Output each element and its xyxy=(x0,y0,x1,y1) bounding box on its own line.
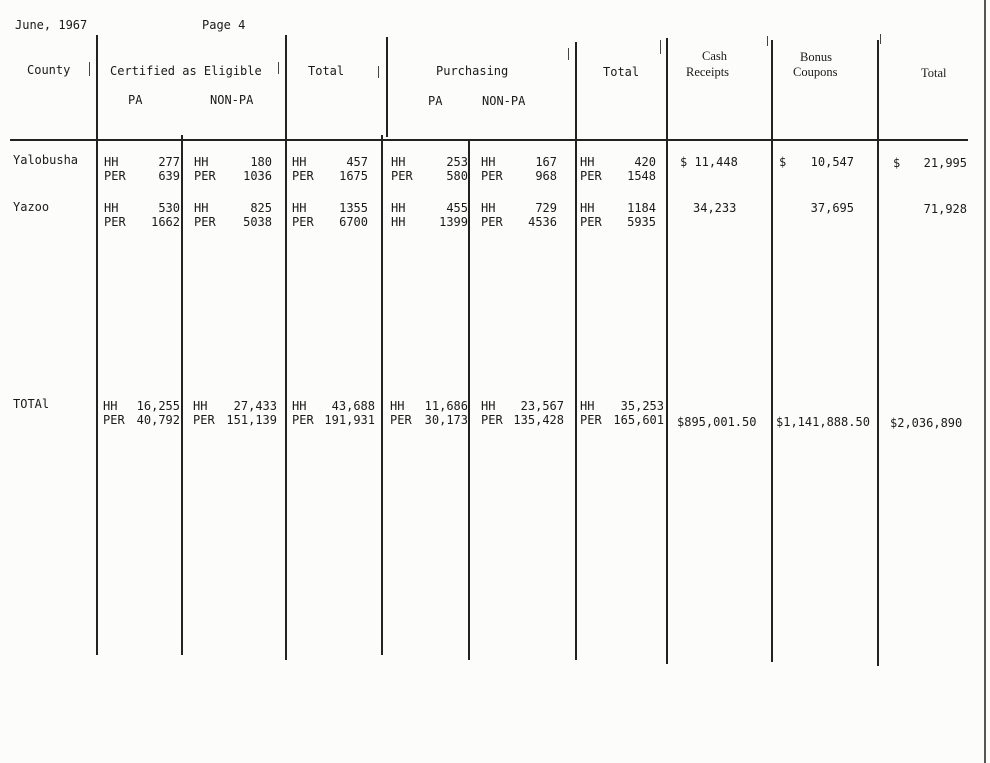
cell-value: 167 xyxy=(535,155,557,169)
cell-value: 968 xyxy=(535,169,557,183)
cash-receipts-value: $ 11,448 xyxy=(680,155,738,169)
column-divider xyxy=(386,37,388,137)
cell-value: 135,428 xyxy=(513,413,564,427)
column-divider xyxy=(666,38,668,664)
report-date: June, 1967 xyxy=(15,18,88,32)
column-divider xyxy=(381,135,383,655)
cell-label: PER xyxy=(103,413,125,427)
header-bonus-line2: Coupons xyxy=(793,65,838,79)
cell-label: HH xyxy=(103,399,118,413)
currency-sign: $ xyxy=(779,155,787,169)
cell-value: 23,567 xyxy=(520,399,564,413)
header-county: County xyxy=(27,63,71,77)
header-tick xyxy=(880,34,881,44)
county-name: Yazoo xyxy=(13,200,50,214)
cell-value: 5038 xyxy=(243,215,272,229)
cell-value: 457 xyxy=(346,155,368,169)
cell-label: PER xyxy=(580,169,602,183)
cell-label: PER xyxy=(292,215,314,229)
header-tick xyxy=(278,62,279,74)
cell-value: 455 xyxy=(446,201,468,215)
cell-label: PER xyxy=(580,215,602,229)
cell-value: 1399 xyxy=(439,215,468,229)
column-divider xyxy=(96,35,98,655)
column-divider xyxy=(877,40,879,666)
cash-receipts-value: 34,233 xyxy=(693,201,737,215)
cell-value: 30,173 xyxy=(424,413,468,427)
cell-value: 420 xyxy=(634,155,656,169)
header-purch-nonpa: NON-PA xyxy=(482,94,526,108)
cell-value: 1662 xyxy=(151,215,180,229)
total-row-label: TOTAl xyxy=(13,397,50,411)
cell-value: 40,792 xyxy=(136,413,180,427)
cell-label: PER xyxy=(580,413,602,427)
header-purchasing: Purchasing xyxy=(436,64,509,78)
bonus-coupons-value: 37,695 xyxy=(810,201,854,215)
total-value: 71,928 xyxy=(923,202,967,216)
bonus-coupons-total: $1,141,888.50 xyxy=(776,415,870,429)
cash-receipts-total: $895,001.50 xyxy=(677,415,757,429)
cell-label: PER xyxy=(481,215,503,229)
column-divider xyxy=(468,140,470,660)
column-divider xyxy=(575,42,577,660)
cell-label: PER xyxy=(194,215,216,229)
cell-value: 4536 xyxy=(528,215,557,229)
grand-total: $2,036,890 xyxy=(890,416,963,430)
cell-value: 6700 xyxy=(339,215,368,229)
county-name: Yalobusha xyxy=(13,153,79,167)
cell-value: 1184 xyxy=(627,201,656,215)
cell-label: PER xyxy=(193,413,215,427)
cell-label: HH xyxy=(292,399,307,413)
header-cash-line2: Receipts xyxy=(686,65,730,79)
cell-value: 253 xyxy=(446,155,468,169)
cell-value: 825 xyxy=(250,201,272,215)
cell-label: HH xyxy=(390,399,405,413)
header-tick xyxy=(660,40,661,54)
cell-label: PER xyxy=(481,413,503,427)
cell-label: HH xyxy=(481,201,496,215)
cell-value: 580 xyxy=(446,169,468,183)
currency-sign: $ xyxy=(893,156,901,170)
cell-label: HH xyxy=(194,201,209,215)
cell-label: HH xyxy=(292,155,307,169)
cell-label: PER xyxy=(104,215,126,229)
cell-label: HH xyxy=(104,201,119,215)
bonus-coupons-value: 10,547 xyxy=(810,155,854,169)
cell-label: HH xyxy=(193,399,208,413)
cell-value: 16,255 xyxy=(136,399,180,413)
cell-value: 1355 xyxy=(339,201,368,215)
cell-label: HH xyxy=(580,399,595,413)
cell-label: PER xyxy=(292,169,314,183)
cell-value: 5935 xyxy=(627,215,656,229)
cell-value: 530 xyxy=(158,201,180,215)
header-purch-pa: PA xyxy=(428,94,443,108)
cell-value: 1675 xyxy=(339,169,368,183)
cell-value: 43,688 xyxy=(331,399,375,413)
cell-label: PER xyxy=(390,413,412,427)
cell-label: HH xyxy=(194,155,209,169)
column-divider xyxy=(181,135,183,655)
header-total-1: Total xyxy=(308,64,345,78)
cell-value: 27,433 xyxy=(233,399,277,413)
header-total-2: Total xyxy=(603,65,640,79)
column-divider xyxy=(771,40,773,662)
cell-label: HH xyxy=(481,399,496,413)
page-edge xyxy=(984,0,986,763)
cell-value: 1548 xyxy=(627,169,656,183)
header-certified: Certified as Eligible xyxy=(110,64,262,78)
header-cash-line1: Cash xyxy=(702,49,727,63)
cell-value: 11,686 xyxy=(424,399,468,413)
cell-label: HH xyxy=(481,155,496,169)
header-cert-nonpa: NON-PA xyxy=(210,93,254,107)
total-value: 21,995 xyxy=(923,156,967,170)
cell-value: 729 xyxy=(535,201,557,215)
header-tick xyxy=(89,62,90,76)
cell-label: HH xyxy=(580,155,595,169)
page-number: Page 4 xyxy=(202,18,246,32)
cell-value: 151,139 xyxy=(226,413,277,427)
header-total-3: Total xyxy=(921,66,947,80)
cell-label: PER xyxy=(481,169,503,183)
cell-label: PER xyxy=(391,169,413,183)
cell-value: 277 xyxy=(158,155,180,169)
cell-label: PER xyxy=(292,413,314,427)
cell-label: HH xyxy=(580,201,595,215)
cell-value: 165,601 xyxy=(613,413,664,427)
header-bonus-line1: Bonus xyxy=(800,50,832,64)
cell-label: HH xyxy=(292,201,307,215)
cell-label: HH xyxy=(391,215,406,229)
header-tick xyxy=(767,36,768,46)
cell-label: HH xyxy=(391,155,406,169)
cell-value: 180 xyxy=(250,155,272,169)
column-divider xyxy=(285,35,287,660)
header-tick xyxy=(568,48,569,60)
header-cert-pa: PA xyxy=(128,93,143,107)
cell-label: HH xyxy=(391,201,406,215)
cell-value: 1036 xyxy=(243,169,272,183)
cell-label: PER xyxy=(194,169,216,183)
cell-label: HH xyxy=(104,155,119,169)
header-tick xyxy=(378,66,379,78)
cell-label: PER xyxy=(104,169,126,183)
header-rule xyxy=(10,139,968,141)
cell-value: 35,253 xyxy=(620,399,664,413)
cell-value: 639 xyxy=(158,169,180,183)
cell-value: 191,931 xyxy=(324,413,375,427)
